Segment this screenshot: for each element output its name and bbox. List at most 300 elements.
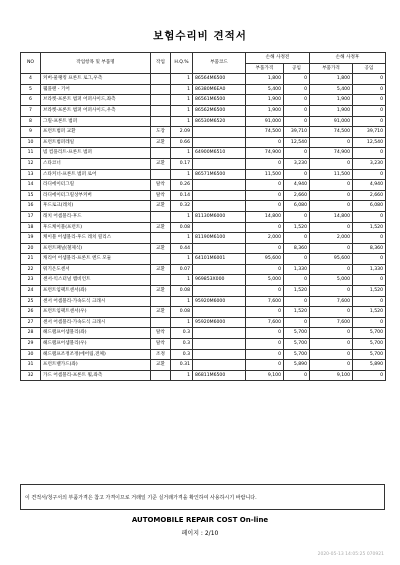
- row-after-parts-price: 5,000: [310, 275, 353, 286]
- row-after-labor: 0: [353, 105, 386, 116]
- row-item-name: 케이블 어셈블리-후드 레치 릴리스: [41, 233, 151, 244]
- table-row: [21, 116, 386, 127]
- row-before-labor: 0: [284, 296, 310, 307]
- header-before-labor: 공임: [284, 63, 310, 74]
- row-item-name: 라디에이터그릴상부커버: [41, 190, 151, 201]
- row-no: 6: [21, 95, 41, 106]
- row-after-labor: 0: [353, 84, 386, 95]
- table-row: [21, 95, 386, 106]
- row-part-code: 86380M6EA0: [193, 84, 246, 95]
- row-work-type: [151, 370, 171, 381]
- row-part-code: 86562M6500: [193, 105, 246, 116]
- row-work-type: 교환: [151, 158, 171, 169]
- row-work-type: [151, 148, 171, 159]
- row-work-type: 조정: [151, 349, 171, 360]
- table-row: [21, 201, 386, 212]
- row-part-code: [193, 307, 246, 318]
- row-after-parts-price: 0: [310, 339, 353, 350]
- table-row: [21, 254, 386, 265]
- row-work-type: 도장: [151, 127, 171, 138]
- row-before-parts-price: 7,600: [246, 296, 284, 307]
- row-before-parts-price: 9,100: [246, 370, 284, 381]
- row-no: 23: [21, 275, 41, 286]
- row-before-parts-price: 74,500: [246, 127, 284, 138]
- row-after-parts-price: 0: [310, 307, 353, 318]
- row-work-type: 교환: [151, 222, 171, 233]
- table-row: [21, 211, 386, 222]
- row-before-parts-price: 0: [246, 190, 284, 201]
- row-before-labor: 6,080: [284, 201, 310, 212]
- row-part-code: [193, 201, 246, 212]
- row-part-code: 95920M6000: [193, 317, 246, 328]
- row-part-code: 86811M6500: [193, 370, 246, 381]
- row-no: 16: [21, 201, 41, 212]
- row-item-name: 가드 어셈블리-프론트 휠,좌측: [41, 370, 151, 381]
- row-no: 21: [21, 254, 41, 265]
- table-row: [21, 233, 386, 244]
- row-hq: 1: [171, 370, 193, 381]
- row-before-parts-price: 11,500: [246, 169, 284, 180]
- row-before-labor: 0: [284, 148, 310, 159]
- row-part-code: [193, 264, 246, 275]
- row-after-parts-price: 91,000: [310, 116, 353, 127]
- row-after-labor: 8,360: [353, 243, 386, 254]
- row-after-labor: 0: [353, 211, 386, 222]
- row-after-labor: 5,890: [353, 360, 386, 371]
- row-item-name: 그릴-프론트 범퍼: [41, 116, 151, 127]
- row-work-type: 교환: [151, 243, 171, 254]
- row-after-labor: 0: [353, 169, 386, 180]
- row-before-labor: 5,700: [284, 339, 310, 350]
- row-after-parts-price: 95,600: [310, 254, 353, 265]
- row-after-labor: 1,520: [353, 307, 386, 318]
- notice-box: [20, 484, 385, 510]
- row-hq: 0.14: [171, 190, 193, 201]
- row-before-labor: 4,940: [284, 180, 310, 191]
- row-after-labor: 3,230: [353, 158, 386, 169]
- row-part-code: 86564M6500: [193, 74, 246, 85]
- row-item-name: 후드로크(레치): [41, 201, 151, 212]
- row-before-parts-price: 0: [246, 137, 284, 148]
- row-after-parts-price: 0: [310, 286, 353, 297]
- row-after-labor: 0: [353, 254, 386, 265]
- row-no: 26: [21, 307, 41, 318]
- row-before-parts-price: 0: [246, 339, 284, 350]
- row-hq: 0.08: [171, 307, 193, 318]
- row-hq: 0.3: [171, 349, 193, 360]
- row-before-labor: 1,520: [284, 307, 310, 318]
- row-item-name: 프런트임팩트센서(우): [41, 307, 151, 318]
- row-item-name: 커버-물랭킹 프론트 로그,우측: [41, 74, 151, 85]
- row-hq: 0.26: [171, 180, 193, 191]
- row-item-name: 후드케이블(프런트): [41, 222, 151, 233]
- row-before-parts-price: 0: [246, 158, 284, 169]
- table-row: [21, 286, 386, 297]
- row-no: 4: [21, 74, 41, 85]
- row-after-parts-price: 0: [310, 158, 353, 169]
- row-work-type: [151, 105, 171, 116]
- row-part-code: [193, 137, 246, 148]
- footer-title: AUTOMOBILE REPAIR COST On-line: [131, 516, 269, 524]
- row-item-name: 래치 어셈블리-후드: [41, 211, 151, 222]
- row-no: 5: [21, 84, 41, 95]
- row-before-parts-price: 74,900: [246, 148, 284, 159]
- row-after-labor: 0: [353, 370, 386, 381]
- row-hq: 1: [171, 296, 193, 307]
- row-item-name: 스타커너-프론트 범퍼 로어: [41, 169, 151, 180]
- row-item-name: 프런트밸가드(좌): [41, 360, 151, 371]
- estimate-table: [20, 52, 386, 381]
- header-work: 작업: [151, 53, 171, 74]
- row-after-parts-price: 2,000: [310, 233, 353, 244]
- row-hq: 1: [171, 148, 193, 159]
- row-item-name: 프런트범퍼레일: [41, 137, 151, 148]
- table-row: [21, 370, 386, 381]
- row-no: 31: [21, 360, 41, 371]
- row-work-type: 탈착: [151, 339, 171, 350]
- row-before-labor: 0: [284, 74, 310, 85]
- row-before-labor: 1,520: [284, 286, 310, 297]
- row-after-labor: 4,940: [353, 180, 386, 191]
- table-row: [21, 158, 386, 169]
- row-after-labor: 39,710: [353, 127, 386, 138]
- row-hq: 0.44: [171, 243, 193, 254]
- row-no: 24: [21, 286, 41, 297]
- row-work-type: 교환: [151, 201, 171, 212]
- row-after-labor: 5,700: [353, 349, 386, 360]
- row-before-parts-price: 0: [246, 328, 284, 339]
- row-hq: 0.07: [171, 264, 193, 275]
- header-no: NO: [21, 53, 41, 74]
- row-part-code: [193, 222, 246, 233]
- row-before-parts-price: 0: [246, 307, 284, 318]
- row-part-code: [193, 349, 246, 360]
- row-after-parts-price: 0: [310, 222, 353, 233]
- row-after-labor: 0: [353, 275, 386, 286]
- row-after-parts-price: 11,500: [310, 169, 353, 180]
- table-row: [21, 84, 386, 95]
- row-item-name: 브라켓-프론트 범퍼 어퍼사이드,좌측: [41, 95, 151, 106]
- row-part-code: 81190M6100: [193, 233, 246, 244]
- row-hq: 1: [171, 275, 193, 286]
- row-no: 14: [21, 180, 41, 191]
- row-hq: 0.32: [171, 201, 193, 212]
- table-row: [21, 317, 386, 328]
- table-row: [21, 190, 386, 201]
- row-before-parts-price: 95,600: [246, 254, 284, 265]
- row-before-labor: 0: [284, 211, 310, 222]
- row-item-name: 헤드램프어셈블리(좌): [41, 328, 151, 339]
- row-work-type: [151, 211, 171, 222]
- notice-text: 이 견적서/청구서의 부품가격은 참고 가격이므로 거래일 기준 실거래가격을 확인하여 사용하시기 바랍니다.: [25, 494, 257, 501]
- row-after-labor: 5,700: [353, 339, 386, 350]
- row-before-parts-price: 1,900: [246, 105, 284, 116]
- row-hq: 1: [171, 211, 193, 222]
- table-row: [21, 307, 386, 318]
- row-before-parts-price: 0: [246, 243, 284, 254]
- row-work-type: 교환: [151, 137, 171, 148]
- row-before-parts-price: 0: [246, 286, 284, 297]
- row-after-parts-price: 0: [310, 328, 353, 339]
- row-hq: 1: [171, 95, 193, 106]
- row-after-parts-price: 0: [310, 190, 353, 201]
- row-after-labor: 0: [353, 74, 386, 85]
- row-hq: 1: [171, 84, 193, 95]
- row-after-parts-price: 0: [310, 243, 353, 254]
- table-row: [21, 339, 386, 350]
- row-part-code: 95920M6000: [193, 296, 246, 307]
- row-work-type: 교환: [151, 264, 171, 275]
- header-hq: H.Q.%: [171, 53, 193, 74]
- print-timestamp: 2020-05-13 14:05:25 070921: [317, 552, 384, 557]
- row-item-name: 센서-익스터널 앰비언트: [41, 275, 151, 286]
- row-after-labor: 0: [353, 317, 386, 328]
- row-after-labor: 0: [353, 233, 386, 244]
- row-before-labor: 0: [284, 84, 310, 95]
- row-no: 13: [21, 169, 41, 180]
- row-before-parts-price: 7,600: [246, 317, 284, 328]
- row-before-labor: 0: [284, 233, 310, 244]
- table-row: [21, 169, 386, 180]
- row-before-parts-price: 0: [246, 349, 284, 360]
- table-row: [21, 222, 386, 233]
- row-no: 22: [21, 264, 41, 275]
- row-part-code: [193, 158, 246, 169]
- row-before-parts-price: 0: [246, 201, 284, 212]
- header-after-labor: 공임: [353, 63, 386, 74]
- row-item-name: 센서 어셈블리-가속도식 크래시: [41, 317, 151, 328]
- row-after-labor: 1,520: [353, 222, 386, 233]
- row-after-parts-price: 7,600: [310, 317, 353, 328]
- row-before-labor: 2,660: [284, 190, 310, 201]
- row-hq: 1: [171, 317, 193, 328]
- row-before-labor: 5,890: [284, 360, 310, 371]
- row-no: 12: [21, 158, 41, 169]
- row-part-code: [193, 339, 246, 350]
- row-item-name: 헤드램프조정조정(에어림,전체): [41, 349, 151, 360]
- row-no: 11: [21, 148, 41, 159]
- row-before-labor: 0: [284, 169, 310, 180]
- row-item-name: 프런트임팩트센서(좌): [41, 286, 151, 297]
- row-after-labor: 0: [353, 116, 386, 127]
- row-before-parts-price: 1,800: [246, 74, 284, 85]
- row-work-type: [151, 74, 171, 85]
- row-after-labor: 1,520: [353, 286, 386, 297]
- row-hq: 0.31: [171, 360, 193, 371]
- row-after-parts-price: 1,900: [310, 105, 353, 116]
- row-work-type: 교환: [151, 307, 171, 318]
- row-before-parts-price: 91,000: [246, 116, 284, 127]
- row-before-labor: 0: [284, 95, 310, 106]
- row-work-type: 탈착: [151, 190, 171, 201]
- table-row: [21, 74, 386, 85]
- page-indicator: 페이지 : 2/10: [181, 530, 219, 537]
- row-before-labor: 0: [284, 370, 310, 381]
- table-row: [21, 105, 386, 116]
- row-hq: 0.3: [171, 328, 193, 339]
- row-work-type: [151, 169, 171, 180]
- document-title: 보험수리비 견적서: [153, 30, 247, 42]
- row-work-type: [151, 233, 171, 244]
- row-part-code: 64900M6510: [193, 148, 246, 159]
- row-hq: 0.3: [171, 339, 193, 350]
- row-after-labor: 0: [353, 296, 386, 307]
- row-before-parts-price: 2,000: [246, 233, 284, 244]
- row-before-labor: 3,230: [284, 158, 310, 169]
- row-before-labor: 0: [284, 317, 310, 328]
- row-work-type: [151, 296, 171, 307]
- row-part-code: 64101M6001: [193, 254, 246, 265]
- row-before-labor: 0: [284, 116, 310, 127]
- row-after-parts-price: 9,100: [310, 370, 353, 381]
- row-hq: 0.08: [171, 222, 193, 233]
- table-row: [21, 360, 386, 371]
- row-after-parts-price: 74,500: [310, 127, 353, 138]
- table-row: [21, 328, 386, 339]
- table-header: [21, 53, 386, 74]
- row-part-code: 81130M6000: [193, 211, 246, 222]
- row-before-parts-price: 1,900: [246, 95, 284, 106]
- row-item-name: 라디에이터그릴: [41, 180, 151, 191]
- header-item: 작업항목 및 부품명: [41, 53, 151, 74]
- row-after-parts-price: 14,800: [310, 211, 353, 222]
- row-part-code: 969853X000: [193, 275, 246, 286]
- row-hq: 0.66: [171, 137, 193, 148]
- row-before-parts-price: 5,000: [246, 275, 284, 286]
- row-hq: 1: [171, 254, 193, 265]
- row-no: 30: [21, 349, 41, 360]
- row-after-parts-price: 0: [310, 264, 353, 275]
- table-row: [21, 243, 386, 254]
- row-work-type: 탈착: [151, 328, 171, 339]
- row-after-labor: 2,660: [353, 190, 386, 201]
- table-row: [21, 264, 386, 275]
- row-item-name: 빔 컴플리트-프론트 범퍼: [41, 148, 151, 159]
- row-before-parts-price: 5,400: [246, 84, 284, 95]
- header-before-parts: 부품가격: [246, 63, 284, 74]
- row-no: 29: [21, 339, 41, 350]
- row-hq: 2.09: [171, 127, 193, 138]
- row-before-parts-price: 0: [246, 360, 284, 371]
- row-hq: 1: [171, 233, 193, 244]
- row-before-labor: 5,700: [284, 349, 310, 360]
- header-after-parts: 부품가격: [310, 63, 353, 74]
- row-item-name: 캐리어 어셈블리-프론트 엔드 모듈: [41, 254, 151, 265]
- row-before-parts-price: 14,800: [246, 211, 284, 222]
- row-work-type: [151, 254, 171, 265]
- row-item-name: 헤드램프어셈블리(우): [41, 339, 151, 350]
- row-before-labor: 1,520: [284, 222, 310, 233]
- row-before-parts-price: 0: [246, 222, 284, 233]
- row-after-labor: 0: [353, 148, 386, 159]
- row-no: 18: [21, 222, 41, 233]
- row-after-parts-price: 1,900: [310, 95, 353, 106]
- row-after-labor: 5,700: [353, 328, 386, 339]
- row-hq: 1: [171, 74, 193, 85]
- row-before-labor: 8,360: [284, 243, 310, 254]
- row-before-labor: 12,540: [284, 137, 310, 148]
- table-row: [21, 180, 386, 191]
- row-work-type: 교환: [151, 286, 171, 297]
- row-no: 19: [21, 233, 41, 244]
- table-row: [21, 275, 386, 286]
- row-after-parts-price: 0: [310, 360, 353, 371]
- row-work-type: [151, 116, 171, 127]
- table-row: [21, 127, 386, 138]
- row-part-code: [193, 190, 246, 201]
- row-item-name: 브라켓-프론트 범퍼 어퍼사이드,우측: [41, 105, 151, 116]
- row-no: 17: [21, 211, 41, 222]
- row-before-labor: 39,710: [284, 127, 310, 138]
- row-no: 28: [21, 328, 41, 339]
- row-part-code: [193, 328, 246, 339]
- row-before-labor: 1,330: [284, 264, 310, 275]
- row-work-type: [151, 317, 171, 328]
- row-no: 20: [21, 243, 41, 254]
- row-item-name: 프런트패널(철제식): [41, 243, 151, 254]
- row-after-parts-price: 7,600: [310, 296, 353, 307]
- row-part-code: [193, 180, 246, 191]
- header-before: 손해 사정전: [246, 53, 310, 64]
- row-hq: 1: [171, 116, 193, 127]
- row-before-labor: 0: [284, 254, 310, 265]
- row-after-labor: 1,330: [353, 264, 386, 275]
- header-code: 부품코드: [193, 53, 246, 74]
- table-row: [21, 137, 386, 148]
- row-hq: 1: [171, 169, 193, 180]
- row-no: 15: [21, 190, 41, 201]
- row-work-type: [151, 95, 171, 106]
- row-after-parts-price: 5,400: [310, 84, 353, 95]
- row-no: 32: [21, 370, 41, 381]
- table-row: [21, 148, 386, 159]
- row-work-type: [151, 275, 171, 286]
- row-after-labor: 12,540: [353, 137, 386, 148]
- row-part-code: 86530M6520: [193, 116, 246, 127]
- row-hq: 0.08: [171, 286, 193, 297]
- row-after-parts-price: 0: [310, 137, 353, 148]
- row-hq: 1: [171, 105, 193, 116]
- row-before-parts-price: 0: [246, 264, 284, 275]
- row-after-parts-price: 1,800: [310, 74, 353, 85]
- table-body: [21, 74, 386, 381]
- row-hq: 0.17: [171, 158, 193, 169]
- row-after-parts-price: 0: [310, 349, 353, 360]
- row-work-type: [151, 84, 171, 95]
- row-no: 25: [21, 296, 41, 307]
- row-no: 10: [21, 137, 41, 148]
- row-before-labor: 0: [284, 275, 310, 286]
- row-item-name: 워기온도센서: [41, 264, 151, 275]
- row-after-labor: 0: [353, 95, 386, 106]
- row-part-code: [193, 286, 246, 297]
- row-part-code: 86561M6500: [193, 95, 246, 106]
- row-no: 27: [21, 317, 41, 328]
- row-after-parts-price: 0: [310, 180, 353, 191]
- row-no: 9: [21, 127, 41, 138]
- row-part-code: [193, 360, 246, 371]
- row-after-parts-price: 74,900: [310, 148, 353, 159]
- header-after: 손해 사정후: [310, 53, 386, 64]
- table-row: [21, 296, 386, 307]
- row-part-code: [193, 243, 246, 254]
- row-no: 8: [21, 116, 41, 127]
- row-work-type: 탈착: [151, 180, 171, 191]
- row-work-type: 교환: [151, 360, 171, 371]
- row-before-labor: 0: [284, 105, 310, 116]
- row-item-name: 스타코너: [41, 158, 151, 169]
- row-part-code: 86571M6500: [193, 169, 246, 180]
